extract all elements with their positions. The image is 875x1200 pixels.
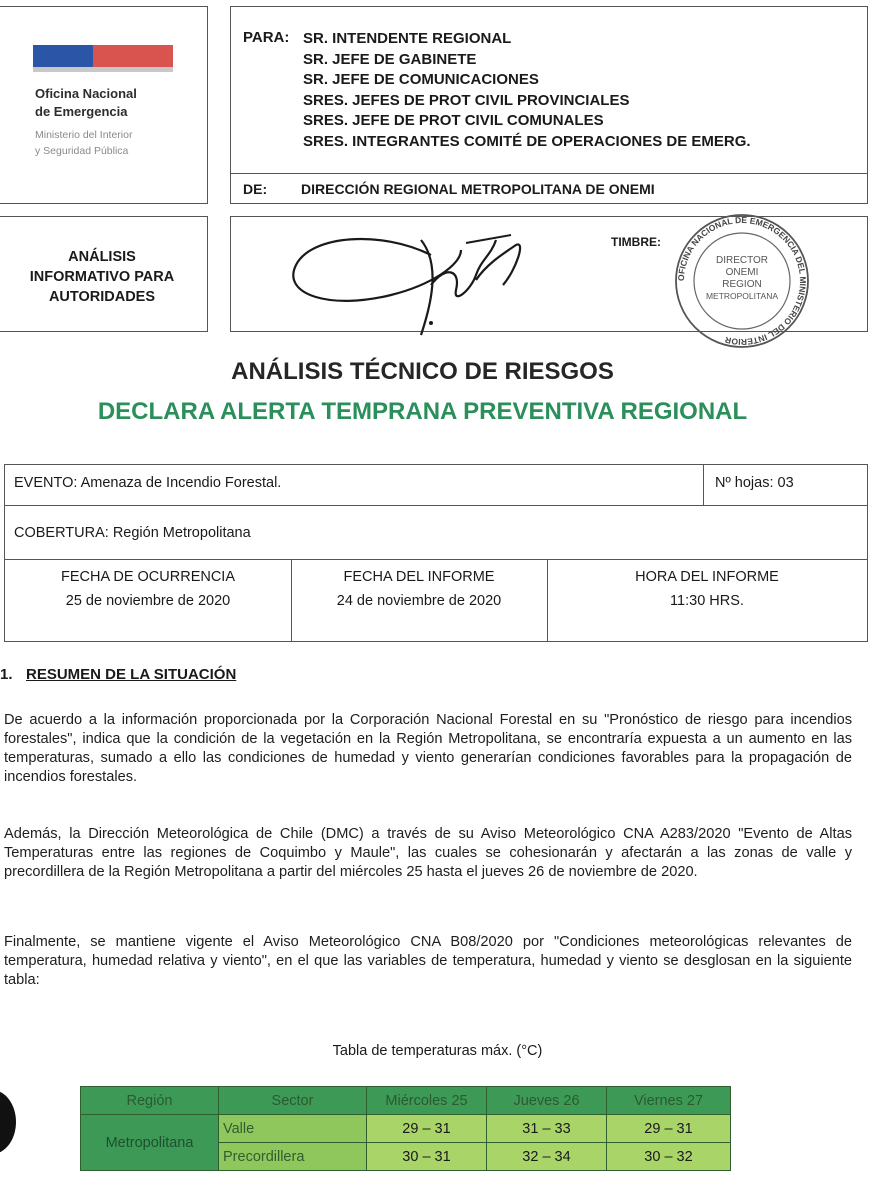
alert-subtitle: DECLARA ALERTA TEMPRANA PREVENTIVA REGIONAL [97, 398, 748, 425]
temp-cell: 32 – 34 [487, 1143, 607, 1171]
header-sector: Sector [219, 1087, 367, 1115]
sender-value: DIRECCIÓN REGIONAL METROPOLITANA DE ONEMI [301, 181, 655, 197]
table-header-row [81, 1087, 731, 1115]
org-name-line1: Oficina Nacional [35, 86, 137, 101]
report-time-cell [547, 569, 867, 609]
report-date-label: FECHA DEL INFORME [343, 569, 495, 585]
recipients-list [303, 29, 751, 152]
occurrence-date-label: FECHA DE OCURRENCIA [60, 569, 236, 585]
report-time-label: HORA DEL INFORME [635, 569, 779, 585]
paragraph-1: De acuerdo a la información proporcionada por la Corporación Nacional Forestal en su "Pronóstico de riesgo para incendios forestales", indica que la condición de la vegetación en la Región Metropolitana, se encontraría expuesta a un aumento en las temperaturas, sumado a ello las condiciones de humedad y viento generarían condiciones favorables para la propagación de incendios forestales. [4, 712, 852, 785]
header-region: Región [81, 1087, 219, 1115]
temp-cell: 30 – 31 [367, 1143, 487, 1171]
recipient: SRES. INTEGRANTES COMITÉ DE OPERACIONES DE EMERG. [303, 132, 751, 150]
dates-row [5, 559, 867, 641]
coverage-row [5, 505, 867, 560]
report-date-value: 24 de noviembre de 2020 [336, 593, 502, 609]
header-thursday: Jueves 26 [487, 1087, 607, 1115]
temp-cell: 30 – 32 [607, 1143, 731, 1171]
signature-panel [230, 214, 868, 348]
header-wednesday: Miércoles 25 [367, 1087, 487, 1115]
recipient: SR. INTENDENTE REGIONAL [303, 30, 512, 47]
org-name-line2: de Emergencia [35, 104, 128, 119]
coverage-label: COBERTURA: Región Metropolitana [14, 525, 251, 541]
paragraph-3: Finalmente, se mantiene vigente el Aviso Meteorológico CNA B08/2020 por "Condiciones meteorológicas relevantes de temperatura, humedad relativa y viento", en el que las variables de temperatura, humedad y viento se desglosan en la siguiente tabla: [4, 934, 852, 988]
document-type-line2: INFORMATIVO PARA [29, 269, 175, 285]
event-info-table [4, 464, 868, 642]
section-number: 1. [0, 666, 13, 683]
header-friday: Viernes 27 [607, 1087, 731, 1115]
stamp-line2: ONEMI [725, 267, 759, 278]
official-stamp [667, 211, 817, 351]
stamp-label: TIMBRE: [611, 235, 661, 249]
temp-cell: 29 – 31 [367, 1115, 487, 1143]
paragraph-2: Además, la Dirección Meteorológica de Chile (DMC) a través de su Aviso Meteorológico CNA A283/2020 "Evento de Altas Temperaturas entre las regiones de Coquimbo y Maule", las cuales se cohesionarán y afectarán a las zonas de valle y precordillera de la Región Metropolitana a partir del miércoles 25 hasta el jueves 26 de noviembre de 2020. [4, 826, 852, 880]
stamp-line3: REGION [722, 279, 762, 290]
report-date-cell [291, 569, 547, 609]
ministry-name [35, 127, 132, 159]
sector-cell: Valle [219, 1115, 367, 1143]
temperature-table-caption: Tabla de temperaturas máx. (°C) [332, 1043, 543, 1059]
logo-panel [0, 6, 208, 204]
recipient: SRES. JEFE DE PROT CIVIL COMUNALES [303, 112, 604, 129]
ministry-line2: y Seguridad Pública [35, 145, 129, 157]
recipient: SRES. JEFES DE PROT CIVIL PROVINCIALES [303, 91, 630, 109]
document-type-line1: ANÁLISIS [68, 249, 136, 265]
stamp-line4: METROPOLITANA [705, 291, 779, 301]
sector-cell: Precordillera [219, 1143, 367, 1171]
sheets-count: Nº hojas: 03 [715, 475, 794, 491]
temperature-table [80, 1086, 730, 1176]
event-row [5, 465, 867, 506]
occurrence-date-cell [5, 569, 291, 609]
org-name [35, 85, 137, 121]
de-label: DE: [243, 181, 268, 197]
section-heading [0, 666, 236, 683]
temp-cell: 31 – 33 [487, 1115, 607, 1143]
document-type-line3: AUTORIDADES [48, 289, 156, 305]
event-label: EVENTO: Amenaza de Incendio Forestal. [14, 475, 282, 491]
recipient: SR. JEFE DE COMUNICACIONES [303, 71, 539, 88]
region-cell: Metropolitana [81, 1115, 219, 1171]
screen-overlay-circle [0, 1090, 16, 1154]
temp-cell: 29 – 31 [607, 1115, 731, 1143]
recipient: SR. JEFE DE GABINETE [303, 50, 477, 68]
document-title: ANÁLISIS TÉCNICO DE RIESGOS [231, 358, 614, 385]
stamp-line1: DIRECTOR [715, 255, 769, 266]
para-label: PARA: [243, 29, 290, 46]
document-type-panel [0, 216, 208, 332]
occurrence-date-value: 25 de noviembre de 2020 [65, 593, 231, 609]
handwritten-signature [271, 195, 531, 345]
onemi-logo-flag [33, 45, 173, 67]
report-time-value: 11:30 HRS. [670, 593, 744, 609]
table-row [81, 1115, 731, 1143]
recipients-panel [230, 6, 868, 204]
ministry-line1: Ministerio del Interior [35, 129, 133, 141]
document-type-label [0, 247, 207, 307]
stamp-ring-text: OFICINA NACIONAL DE EMERGENCIA DEL MINISTERIO DEL INTERIOR [675, 214, 809, 348]
section-title: RESUMEN DE LA SITUACIÓN [26, 666, 237, 683]
